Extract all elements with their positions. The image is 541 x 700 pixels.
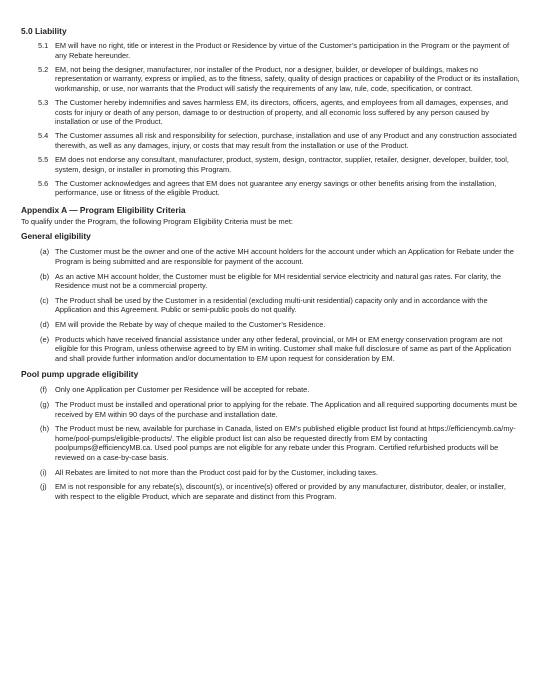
liability-item [21, 98, 521, 127]
item-text: Only one Application per Customer per Residence will be accepted for rebate. [55, 385, 310, 395]
criteria-item [21, 482, 521, 501]
pool-pump-eligibility-list [21, 385, 521, 501]
item-text: The Customer assumes all risk and responsibility for selection, purchase, installation and use of any Product and any construction associated therewith, as well as any damages, injury, or costs that may result from the installation or use of the Product. [55, 131, 517, 150]
item-number: 5.5 [38, 154, 49, 164]
general-eligibility-heading: General eligibility [21, 231, 91, 242]
item-number: 5.4 [38, 131, 49, 141]
criteria-item [21, 296, 521, 315]
item-text: The Customer hereby indemnifies and saves harmless EM, its directors, officers, agents, and employees from all damages, expenses, and costs for injury or death of any person, damage to or destruction of property, and all economic loss suffered by any person caused by installation or use of the Product. [55, 97, 508, 127]
item-text: The Product must be installed and operational prior to applying for the rebate. The Application and all required supporting documents must be received by EM within 90 days of the purchase and installation date. [55, 399, 518, 419]
item-number: 5.1 [38, 41, 49, 50]
item-letter: (i) [40, 467, 47, 477]
item-letter: (j) [40, 482, 47, 492]
item-number: 5.6 [38, 178, 49, 188]
section-5-heading: 5.0 Liability [21, 26, 67, 36]
criteria-item [21, 272, 521, 291]
appendix-intro: To qualify under the Program, the following Program Eligibility Criteria must be met: [21, 216, 293, 226]
item-text: EM is not responsible for any rebate(s), discount(s), or incentive(s) offered or provided by any manufacturer, distributor, dealer, or installer, with respect to the eligible Product, which are separate and distinct from this Program. [55, 482, 506, 501]
item-text: The Product must be new, available for purchase in Canada, listed on EM’s published eligible product list found at https://efficiencymb.ca/my-home/pool-pumps/eligible-products/. The eligible product list can also be requested directly from EM by contacting poolpumps@efficiencyMB.ca. Used pool pumps are not eligible for any rebate under this Program. Certified refurbished products will be reviewed on a case-by-case basis. [55, 424, 516, 462]
item-text: EM, not being the designer, manufacturer, nor installer of the Product, nor a designer, builder, or developer of buildings, makes no representation or warranty, express or implied, as to the fitness, safety, quality of design practices or capability of the Product or its installation, workmanship, or use, nor warrants that the Product will satisfy the requirements of any law, rule, code, specification, or contract. [55, 64, 520, 93]
liability-item [21, 41, 521, 60]
item-letter: (h) [40, 424, 50, 434]
item-letter: (a) [40, 247, 50, 257]
item-text: The Customer must be the owner and one of the active MH account holders for the account under which an Application for Rebate under the Program is being submitted and are responsible for payment of the account. [55, 247, 514, 266]
liability-list [21, 41, 521, 198]
item-number: 5.3 [38, 97, 49, 107]
criteria-item [21, 385, 521, 395]
document-page [21, 26, 521, 506]
item-text: The Customer acknowledges and agrees that EM does not guarantee any energy savings or other benefits arising from the installation, performance, use or fitness of the eligible Product. [55, 178, 497, 198]
liability-item [21, 155, 521, 174]
criteria-item [21, 400, 521, 419]
item-letter: (d) [40, 319, 50, 329]
item-text: EM does not endorse any consultant, manufacturer, product, system, design, contractor, supplier, retailer, designer, developer, builder, tool, system, design, or installer in promoting this Program. [55, 154, 509, 174]
criteria-item [21, 320, 521, 330]
item-text: Products which have received financial assistance under any other federal, provincial, or MH or EM energy conservation program are not eligible for this Program, unless otherwise agreed to by EM in writing. Customer shall make full disclosure of same as part of the Application and shall provide further information and/or documentation to EM upon request for consideration by EM. [55, 334, 511, 363]
item-text: The Product shall be used by the Customer in a residential (excluding multi-unit residential) capacity only and in accordance with the Application and this Agreement. Public or semi-public pools do not qualify. [55, 295, 488, 315]
item-text: All Rebates are limited to not more than the Product cost paid for by the Customer, including taxes. [55, 467, 378, 477]
item-text: EM will have no right, title or interest in the Product or Residence by virtue of the Customer’s participation in the Program or the payment of any Rebate hereunder. [55, 41, 510, 60]
criteria-item [21, 424, 521, 462]
criteria-item [21, 247, 521, 266]
general-eligibility-list [21, 247, 521, 363]
liability-item [21, 179, 521, 198]
item-number: 5.2 [38, 64, 49, 74]
criteria-item [21, 335, 521, 364]
appendix-heading: Appendix A — Program Eligibility Criteria [21, 204, 186, 215]
item-letter: (g) [40, 399, 50, 409]
liability-item [21, 131, 521, 150]
pool-pump-eligibility-heading: Pool pump upgrade eligibility [21, 369, 139, 380]
item-letter: (e) [40, 334, 50, 344]
liability-item [21, 65, 521, 94]
criteria-item [21, 468, 521, 478]
item-text: EM will provide the Rebate by way of cheque mailed to the Customer’s Residence. [55, 319, 326, 329]
item-letter: (b) [40, 271, 50, 281]
item-text: As an active MH account holder, the Customer must be eligible for MH residential service electricity and natural gas rates. For clarity, the Residence must not be a commercial property. [55, 271, 501, 291]
item-letter: (c) [40, 295, 49, 305]
item-letter: (f) [40, 385, 47, 395]
